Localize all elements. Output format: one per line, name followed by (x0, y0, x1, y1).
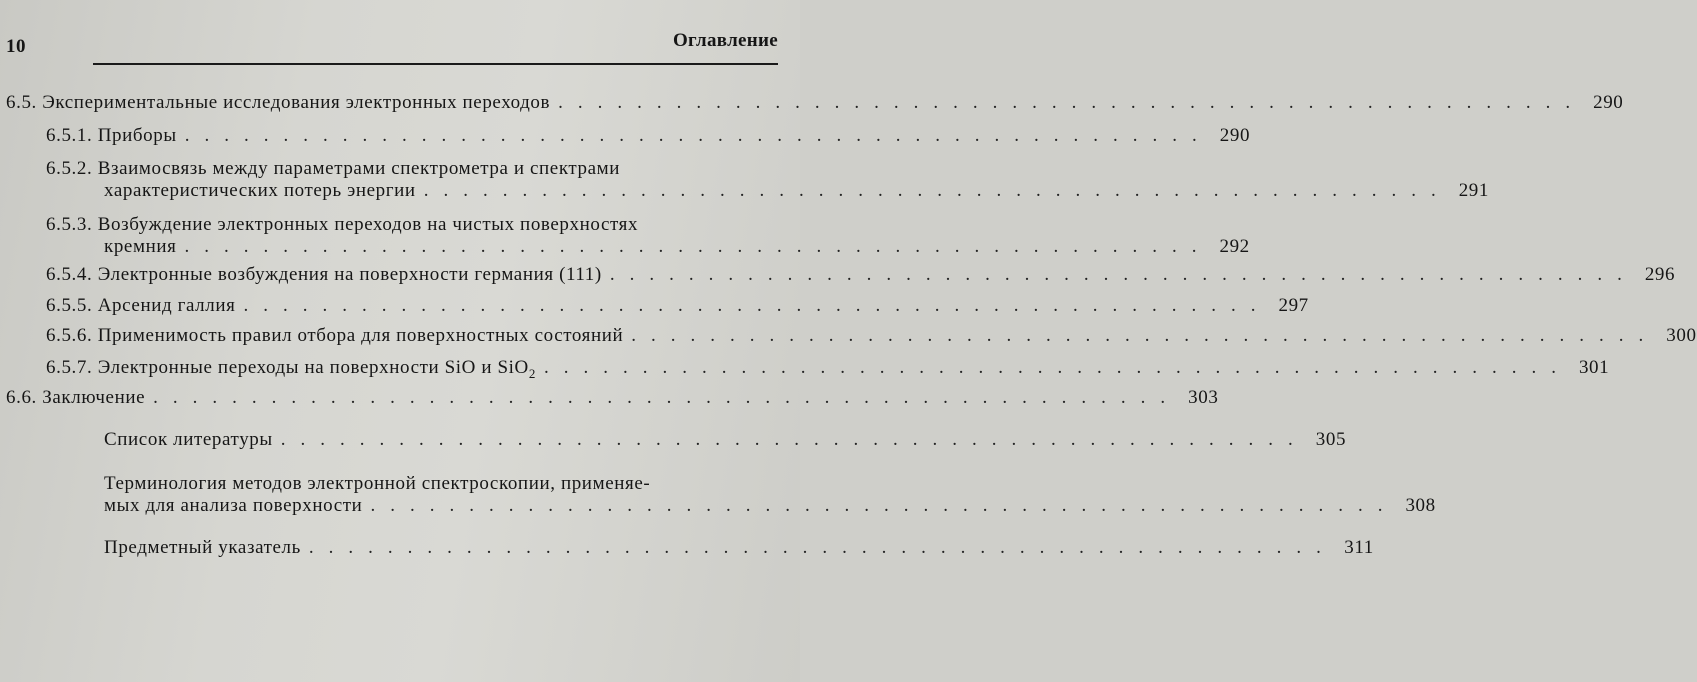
entry-title: Приборы (97, 125, 177, 146)
toc-entry-6-5 (6, 92, 1624, 114)
entry-number: 6.5.5. (46, 295, 93, 316)
entry-number: 6.5.1. (46, 125, 93, 146)
entry-title: Экспериментальные исследования электронных переходов (42, 92, 551, 113)
entry-page: 291 (1458, 180, 1490, 201)
entry-page: 290 (1593, 92, 1624, 113)
entry-page: 311 (1344, 537, 1374, 558)
toc-entry-6-5-6 (46, 325, 1697, 347)
dot-leader: .................................................... (184, 236, 1212, 257)
dot-leader: .................................................... (370, 495, 1398, 516)
toc-entry-references (104, 429, 1347, 451)
entry-title: Применимость правил отбора для поверхностных состояний (97, 325, 624, 346)
running-title: Оглавление (672, 30, 778, 51)
entry-page: 292 (1219, 236, 1250, 257)
dot-leader: .................................................... (558, 92, 1586, 113)
dot-leader: .................................................... (609, 264, 1637, 285)
entry-title: Возбуждение электронных переходов на чистых поверхностях (97, 214, 639, 235)
entry-number: 6.5.3. (46, 214, 93, 235)
dot-leader: .................................................... (153, 387, 1181, 408)
entry-number: 6.5. (6, 92, 37, 113)
entry-number: 6.6. (6, 387, 37, 408)
dot-leader: .................................................... (543, 357, 1571, 378)
entry-title-continued: характеристических потерь энергии (104, 180, 416, 201)
page-number: 10 (6, 36, 26, 57)
entry-page: 303 (1188, 387, 1219, 408)
subscript: 2 (528, 365, 536, 381)
dot-leader: .................................................... (280, 429, 1308, 450)
toc-entry-6-5-1 (46, 125, 1251, 147)
entry-title: Взаимосвязь между параметрами спектрометра и спектрами (97, 158, 621, 179)
entry-title: Терминология методов электронной спектроскопии, применяе- (104, 473, 651, 494)
entry-title: Арсенид галлия (97, 295, 236, 316)
entry-title-continued: кремния (104, 236, 177, 257)
entry-title: Заключение (42, 387, 146, 408)
dot-leader: .................................................... (423, 180, 1451, 201)
entry-title: Предметный указатель (104, 537, 301, 558)
entry-title: Электронные переходы на поверхности SiO и SiO (97, 357, 529, 378)
page-header (0, 0, 800, 80)
entry-title-continued: мых для анализа поверхности (104, 495, 363, 516)
entry-page: 296 (1644, 264, 1676, 285)
toc-entry-6-5-5 (46, 295, 1309, 317)
dot-leader: .................................................... (631, 325, 1659, 346)
dot-leader: .................................................... (308, 537, 1336, 558)
dot-leader: .................................................... (184, 125, 1212, 146)
entry-page: 308 (1405, 495, 1436, 516)
toc-entry-6-6 (6, 387, 1219, 409)
entry-page: 301 (1578, 357, 1610, 378)
header-rule (93, 63, 778, 65)
toc-entry-terminology (104, 473, 1436, 517)
entry-number: 6.5.2. (46, 158, 93, 179)
dot-leader: .................................................... (243, 295, 1271, 316)
entry-page: 300 (1666, 325, 1697, 346)
entry-number: 6.5.6. (46, 325, 93, 346)
toc-entry-6-5-2 (46, 158, 1490, 202)
toc-entry-6-5-3 (46, 214, 1250, 258)
entry-page: 290 (1219, 125, 1251, 146)
entry-number: 6.5.7. (46, 357, 93, 378)
entry-page: 305 (1315, 429, 1347, 450)
toc-entry-subject-index (104, 537, 1374, 559)
toc-entry-6-5-7 (46, 357, 1610, 385)
entry-title: Электронные возбуждения на поверхности германия (111) (97, 264, 602, 285)
entry-title: Список литературы (104, 429, 273, 450)
toc-entry-6-5-4 (46, 264, 1676, 286)
entry-number: 6.5.4. (46, 264, 93, 285)
entry-page: 297 (1278, 295, 1309, 316)
